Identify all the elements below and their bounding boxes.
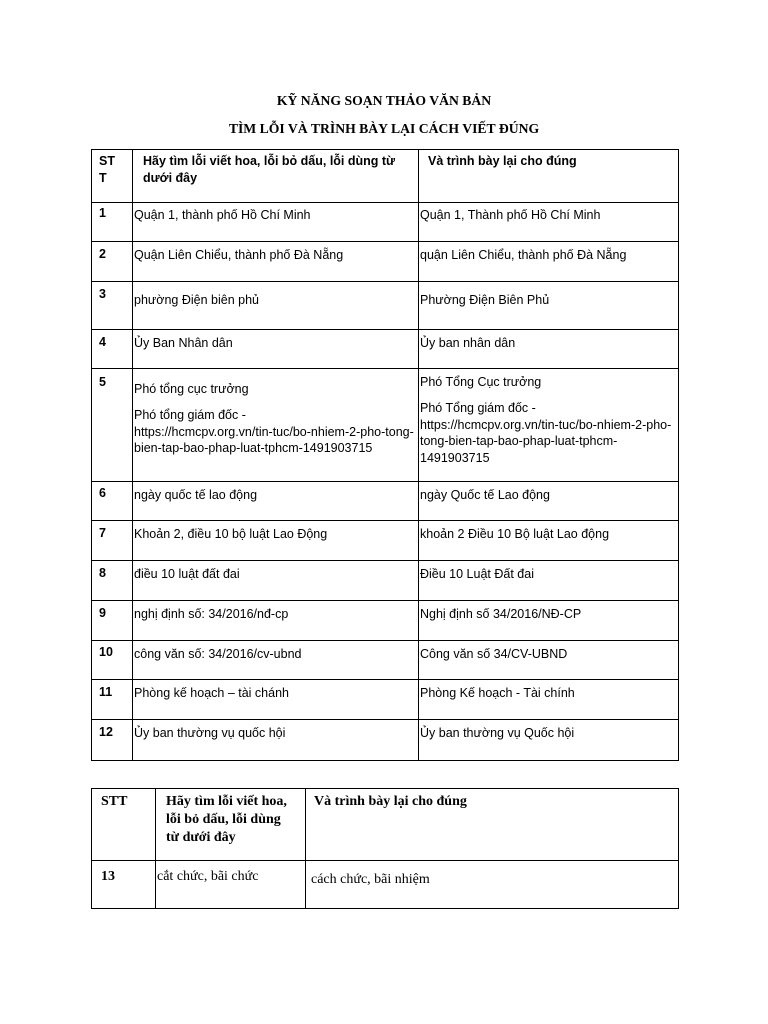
stt-cell: 13 [92, 861, 156, 909]
cell-line: Phó tổng giám đốc - [134, 408, 246, 422]
table-row [92, 282, 679, 330]
header-stt [92, 150, 133, 203]
wrong-cell [133, 369, 419, 482]
document-subtitle: TÌM LỖI VÀ TRÌNH BÀY LẠI CÁCH VIẾT ĐÚNG [228, 121, 540, 136]
wrong-cell: Phòng kế hoạch – tài chánh [133, 680, 419, 720]
wrong-cell: Ủy Ban Nhân dân [133, 330, 419, 369]
cell-line: tong-bien-tap-bao-phap-luat-tphcm- [420, 434, 618, 448]
header-stt-label: STT [99, 154, 115, 185]
correct-cell: Công văn số 34/CV-UBND [419, 641, 679, 680]
header-wrong-text: Hãy tìm lỗi viết hoa, lỗi bỏ dấu, lỗi dùng từ dưới đây [156, 789, 306, 861]
table-row [92, 561, 679, 601]
table-row [92, 482, 679, 521]
stt-cell: 2 [92, 242, 133, 282]
cell-line: bien-tap-bao-phap-luat-tphcm-1491903715 [134, 441, 373, 455]
stt-cell: 10 [92, 641, 133, 680]
header-correct-text: Và trình bày lại cho đúng [306, 789, 679, 861]
table-row [92, 203, 679, 242]
stt-cell: 1 [92, 203, 133, 242]
table-row [92, 242, 679, 282]
stt-cell: 8 [92, 561, 133, 601]
cell-line: Phó Tổng giám đốc - [420, 401, 536, 415]
errors-table-2 [91, 788, 679, 909]
header-correct-text: Và trình bày lại cho đúng [419, 150, 679, 203]
wrong-cell: ngày quốc tế lao động [133, 482, 419, 521]
table-header-row [92, 789, 679, 861]
cell-paragraph [420, 400, 676, 466]
correct-cell: Phường Điện Biên Phủ [419, 282, 679, 330]
table-row [92, 720, 679, 761]
table-row [92, 330, 679, 369]
correct-cell: Nghị định số 34/2016/NĐ-CP [419, 601, 679, 641]
wrong-cell: công văn số: 34/2016/cv-ubnd [133, 641, 419, 680]
header-stt: STT [92, 789, 156, 861]
wrong-cell: cắt chức, bãi chức [156, 861, 306, 909]
stt-cell: 7 [92, 521, 133, 561]
wrong-cell: Khoản 2, điều 10 bộ luật Lao Động [133, 521, 419, 561]
cell-line: https://hcmcpv.org.vn/tin-tuc/bo-nhiem-2-pho- [420, 417, 672, 432]
wrong-cell: Ủy ban thường vụ quốc hội [133, 720, 419, 761]
cell-line: 1491903715 [420, 450, 490, 465]
wrong-cell: phường Điện biên phủ [133, 282, 419, 330]
correct-cell: Ủy ban thường vụ Quốc hội [419, 720, 679, 761]
wrong-cell: điều 10 luật đất đai [133, 561, 419, 601]
cell-line: Phó tổng cục trưởng [134, 382, 249, 396]
table-header-row [92, 150, 679, 203]
table-row [92, 601, 679, 641]
table-row [92, 521, 679, 561]
correct-cell: Ủy ban nhân dân [419, 330, 679, 369]
stt-cell: 4 [92, 330, 133, 369]
cell-paragraph [420, 374, 676, 391]
wrong-cell: nghị định số: 34/2016/nđ-cp [133, 601, 419, 641]
table-row [92, 369, 679, 482]
stt-cell: 5 [92, 369, 133, 482]
cell-paragraph [134, 381, 416, 398]
document-title: KỸ NĂNG SOẠN THẢO VĂN BẢN [276, 93, 492, 108]
table-row [92, 680, 679, 720]
correct-cell: khoản 2 Điều 10 Bộ luật Lao động [419, 521, 679, 561]
stt-cell: 12 [92, 720, 133, 761]
correct-cell: cách chức, bãi nhiệm [306, 861, 679, 909]
wrong-cell: Quận 1, thành phố Hồ Chí Minh [133, 203, 419, 242]
cell-paragraph [134, 407, 416, 457]
correct-cell [419, 369, 679, 482]
correct-cell: quận Liên Chiểu, thành phố Đà Nẵng [419, 242, 679, 282]
stt-cell: 11 [92, 680, 133, 720]
correct-cell: Phòng Kế hoạch - Tài chính [419, 680, 679, 720]
stt-cell: 6 [92, 482, 133, 521]
cell-line: https://hcmcpv.org.vn/tin-tuc/bo-nhiem-2-pho-tong- [134, 424, 414, 439]
correct-cell: ngày Quốc tế Lao động [419, 482, 679, 521]
cell-line: Phó Tổng Cục trưởng [420, 375, 542, 389]
correct-cell: Quận 1, Thành phố Hồ Chí Minh [419, 203, 679, 242]
stt-cell: 9 [92, 601, 133, 641]
table-row [92, 861, 679, 909]
header-wrong-text: Hãy tìm lỗi viết hoa, lỗi bỏ dấu, lỗi dùng từ dưới đây [133, 150, 419, 203]
table-row [92, 641, 679, 680]
correct-cell: Điều 10 Luật Đất đai [419, 561, 679, 601]
stt-cell: 3 [92, 282, 133, 330]
errors-table-1 [91, 149, 679, 761]
wrong-cell: Quận Liên Chiểu, thành phố Đà Nẵng [133, 242, 419, 282]
